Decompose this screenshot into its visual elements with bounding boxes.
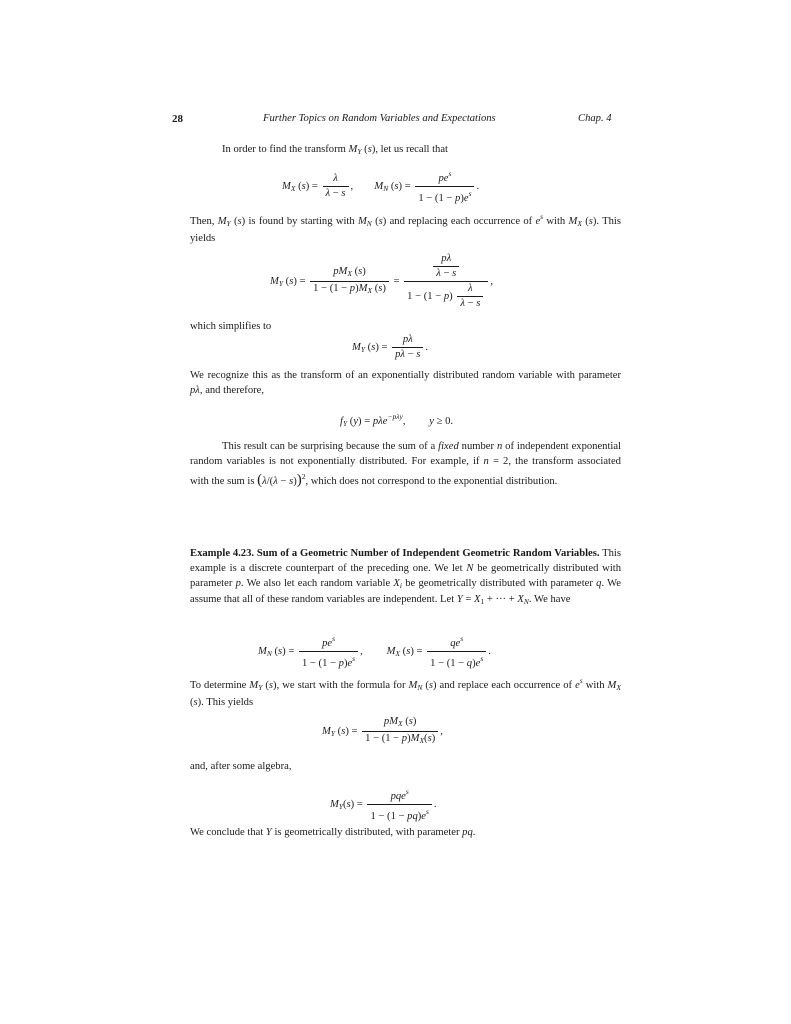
example-4-23: Example 4.23. Sum of a Geometric Number of Independent Geometric Random Variables. This example is a discrete counterpart of the preceding one. We let N be geometrically distributed with parameter p. We also let each random variable $X_i$ be geometrically distributed with parameter q. We assume that all of these random variables are independent. Let $Y = X_1$ + ··· + $X_N$. We have <box>190 548 622 607</box>
equation-4: $f_Y$ (y) = pλe$^{-p\lambda y}$, y ≥ 0. <box>340 412 454 428</box>
paragraph-intro: In order to find the transform $M_Y$ (s), let us recall that <box>222 144 448 156</box>
paragraph-conclude: We conclude that Y is geometrically distributed, with parameter pq. <box>190 827 476 838</box>
example-title: Example 4.23. Sum of a Geometric Number of Independent Geometric Random Variables. <box>190 548 600 559</box>
equation-5: $M_N$ (s) = $\frac{pe^s}{1 - (1 - p)e^s}$ , $M_X$ (s) = $\frac{qe^s}{1 - (1 - q)e^s}$ . <box>258 634 491 669</box>
page-number: 28 <box>172 113 183 125</box>
equation-6: $M_Y$ (s) = $\frac{pM_X (s)}{1 - (1 - p)M_X(s)}$ , <box>322 716 443 745</box>
equation-3: $M_Y$ (s) = $\frac{p\lambda}{p\lambda - s}$ . <box>352 334 429 360</box>
paragraph-determine: To determine $M_Y$ (s), we start with the formula for $M_N$ (s) and replace each occurrence of $e^s$ with $M_X$ (s). This yields <box>190 676 621 708</box>
paragraph-then: Then, $M_Y$ (s) is found by starting with $M_N$ (s) and replacing each occurrence of $e^s$ with $M_X$ (s). This yields <box>190 212 621 244</box>
chapter-label: Chap. 4 <box>578 113 612 124</box>
paragraph-recognize: We recognize this as the transform of an exponentially distributed random variable with parameter pλ, and therefore, <box>190 370 621 396</box>
paragraph-simplifies: which simplifies to <box>190 321 272 332</box>
equation-7: $M_Y(s)$ = $\frac{pqe^s}{1 - (1 - pq)e^s}$ . <box>330 787 437 822</box>
paragraph-surprising: This result can be surprising because the sum of a fixed number n of independent exponential random variables is not exponentially distributed. For example, if n = 2, the transform associated with the sum is $(\lambda/(\lambda - s))^2$, which does not correspond to the exponential distribution. <box>190 441 621 488</box>
running-title: Further Topics on Random Variables and Expectations <box>263 113 496 124</box>
equation-2: $M_Y$ (s) = $\frac{pM_X (s)}{1 - (1 - p)M_X (s)}$ = $\frac{p\lambda}{\lambda - s}$ 1 − (1 − p) $\frac{\lambda}{\lambda - s}$ , <box>270 253 493 309</box>
paragraph-algebra: and, after some algebra, <box>190 761 292 772</box>
equation-1: $M_X$ (s) = $\frac{\lambda}{\lambda - s}$ , $M_N$ (s) = $\frac{pe^s}{1 - (1 - p)e^s}$ . <box>282 169 480 204</box>
